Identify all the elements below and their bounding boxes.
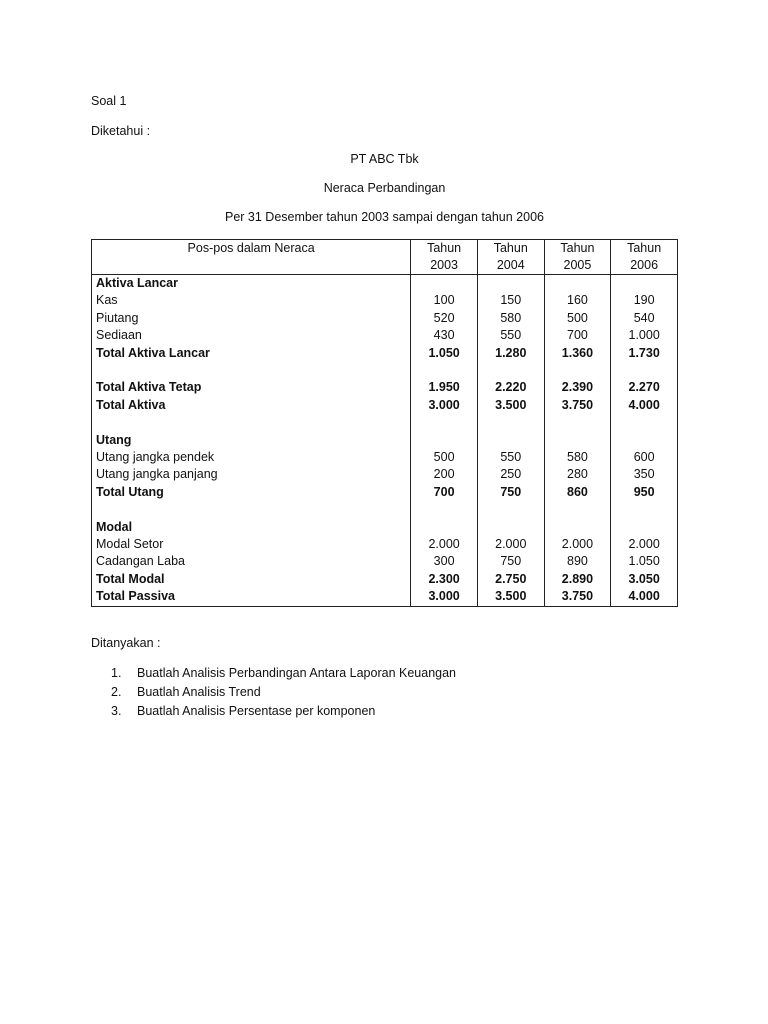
row-value: 160	[544, 292, 611, 309]
row-value: 2.300	[411, 571, 478, 588]
row-value: 250	[477, 466, 544, 483]
row-value	[611, 275, 678, 293]
table-row	[92, 519, 678, 536]
row-value: 750	[477, 484, 544, 501]
list-item	[91, 664, 456, 683]
row-value	[477, 501, 544, 518]
table-row	[92, 466, 678, 483]
row-label: Utang jangka pendek	[92, 449, 411, 466]
row-value: 350	[611, 466, 678, 483]
row-value	[477, 414, 544, 431]
row-label: Total Aktiva Lancar	[92, 345, 411, 362]
question-text: Buatlah Analisis Trend	[137, 685, 261, 699]
table-row	[92, 536, 678, 553]
header-year-value: 2004	[496, 258, 525, 272]
list-item	[91, 702, 456, 721]
row-value: 2.000	[611, 536, 678, 553]
row-label: Total Aktiva Tetap	[92, 379, 411, 396]
row-value	[477, 275, 544, 293]
row-value: 1.730	[611, 345, 678, 362]
row-label	[92, 362, 411, 379]
header-year-label: Tahun	[427, 241, 462, 255]
row-value	[544, 501, 611, 518]
row-value: 100	[411, 292, 478, 309]
row-value: 540	[611, 310, 678, 327]
question-list	[91, 664, 456, 721]
statement-period: Per 31 Desember tahun 2003 sampai dengan tahun 2006	[225, 210, 544, 224]
row-label: Kas	[92, 292, 411, 309]
row-label: Modal Setor	[92, 536, 411, 553]
row-label: Sediaan	[92, 327, 411, 344]
table-row	[92, 588, 678, 606]
table-row	[92, 484, 678, 501]
row-label: Modal	[92, 519, 411, 536]
row-value: 500	[411, 449, 478, 466]
question-heading: Soal 1	[91, 94, 127, 108]
row-value: 190	[611, 292, 678, 309]
row-label: Piutang	[92, 310, 411, 327]
row-value: 4.000	[611, 588, 678, 606]
row-value: 3.500	[477, 588, 544, 606]
row-value	[477, 362, 544, 379]
row-value: 600	[611, 449, 678, 466]
statement-title: Neraca Perbandingan	[323, 181, 446, 195]
table-row	[92, 327, 678, 344]
asked-label: Ditanyakan :	[91, 636, 161, 650]
table-row	[92, 414, 678, 431]
question-number: 2.	[111, 685, 122, 699]
row-value: 2.000	[411, 536, 478, 553]
header-year-value: 2006	[630, 258, 659, 272]
row-label: Cadangan Laba	[92, 553, 411, 570]
row-value	[544, 362, 611, 379]
table-row	[92, 275, 678, 293]
row-value: 1.050	[411, 345, 478, 362]
row-value: 2.270	[611, 379, 678, 396]
row-value: 520	[411, 310, 478, 327]
header-year-2003	[411, 240, 478, 275]
row-value: 950	[611, 484, 678, 501]
row-value	[611, 432, 678, 449]
row-value: 3.500	[477, 397, 544, 414]
row-label: Total Passiva	[92, 588, 411, 606]
table-row	[92, 501, 678, 518]
question-number: 3.	[111, 704, 122, 718]
row-value: 2.220	[477, 379, 544, 396]
row-value	[611, 519, 678, 536]
row-value	[611, 414, 678, 431]
table-row	[92, 362, 678, 379]
row-value: 2.000	[477, 536, 544, 553]
row-value: 280	[544, 466, 611, 483]
list-item	[91, 683, 456, 702]
row-value	[411, 362, 478, 379]
row-value: 4.000	[611, 397, 678, 414]
header-year-label: Tahun	[627, 241, 662, 255]
row-value	[544, 275, 611, 293]
row-label	[92, 501, 411, 518]
header-year-value: 2003	[430, 258, 458, 272]
row-label: Utang	[92, 432, 411, 449]
row-value	[611, 362, 678, 379]
row-value	[611, 501, 678, 518]
table-header-row	[92, 240, 678, 275]
row-value: 300	[411, 553, 478, 570]
row-value	[411, 519, 478, 536]
row-value	[411, 414, 478, 431]
row-value: 700	[411, 484, 478, 501]
row-value: 3.000	[411, 588, 478, 606]
table-row	[92, 310, 678, 327]
row-value: 2.000	[544, 536, 611, 553]
row-value	[544, 519, 611, 536]
row-label	[92, 414, 411, 431]
given-label: Diketahui :	[91, 124, 151, 138]
row-value: 1.050	[611, 553, 678, 570]
row-value: 430	[411, 327, 478, 344]
header-year-2006	[611, 240, 678, 275]
row-value: 550	[477, 327, 544, 344]
question-text: Buatlah Analisis Perbandingan Antara Laporan Keuangan	[137, 666, 457, 680]
row-value	[544, 432, 611, 449]
table-body	[92, 275, 678, 607]
row-value: 3.750	[544, 397, 611, 414]
row-value: 3.750	[544, 588, 611, 606]
table-row	[92, 397, 678, 414]
row-value: 550	[477, 449, 544, 466]
row-value	[544, 414, 611, 431]
row-value: 500	[544, 310, 611, 327]
row-value: 150	[477, 292, 544, 309]
row-value: 1.000	[611, 327, 678, 344]
header-pos: Pos-pos dalam Neraca	[92, 240, 411, 275]
row-value: 1.950	[411, 379, 478, 396]
header-year-value: 2005	[563, 258, 592, 272]
row-value: 700	[544, 327, 611, 344]
row-value	[411, 275, 478, 293]
row-label: Utang jangka panjang	[92, 466, 411, 483]
row-value: 1.360	[544, 345, 611, 362]
row-value: 2.750	[477, 571, 544, 588]
table-row	[92, 553, 678, 570]
row-value: 580	[477, 310, 544, 327]
row-value	[411, 501, 478, 518]
row-label: Total Utang	[92, 484, 411, 501]
row-value: 3.050	[611, 571, 678, 588]
row-value: 1.280	[477, 345, 544, 362]
row-label: Total Aktiva	[92, 397, 411, 414]
row-value	[411, 432, 478, 449]
row-value	[477, 519, 544, 536]
table-row	[92, 432, 678, 449]
balance-sheet-table	[91, 239, 678, 607]
row-value: 200	[411, 466, 478, 483]
row-value: 890	[544, 553, 611, 570]
header-year-label: Tahun	[493, 241, 528, 255]
row-value: 2.390	[544, 379, 611, 396]
header-year-label: Tahun	[560, 241, 595, 255]
table-row	[92, 292, 678, 309]
row-value	[477, 432, 544, 449]
table-row	[92, 379, 678, 396]
row-value: 2.890	[544, 571, 611, 588]
table-row	[92, 571, 678, 588]
table-row	[92, 449, 678, 466]
company-name: PT ABC Tbk	[350, 152, 419, 166]
header-year-2005	[544, 240, 611, 275]
row-value: 860	[544, 484, 611, 501]
row-label: Total Modal	[92, 571, 411, 588]
question-text: Buatlah Analisis Persentase per komponen	[137, 704, 376, 718]
table-row	[92, 345, 678, 362]
header-year-2004	[477, 240, 544, 275]
row-value: 750	[477, 553, 544, 570]
row-value: 580	[544, 449, 611, 466]
row-label: Aktiva Lancar	[92, 275, 411, 293]
question-number: 1.	[111, 666, 122, 680]
row-value: 3.000	[411, 397, 478, 414]
